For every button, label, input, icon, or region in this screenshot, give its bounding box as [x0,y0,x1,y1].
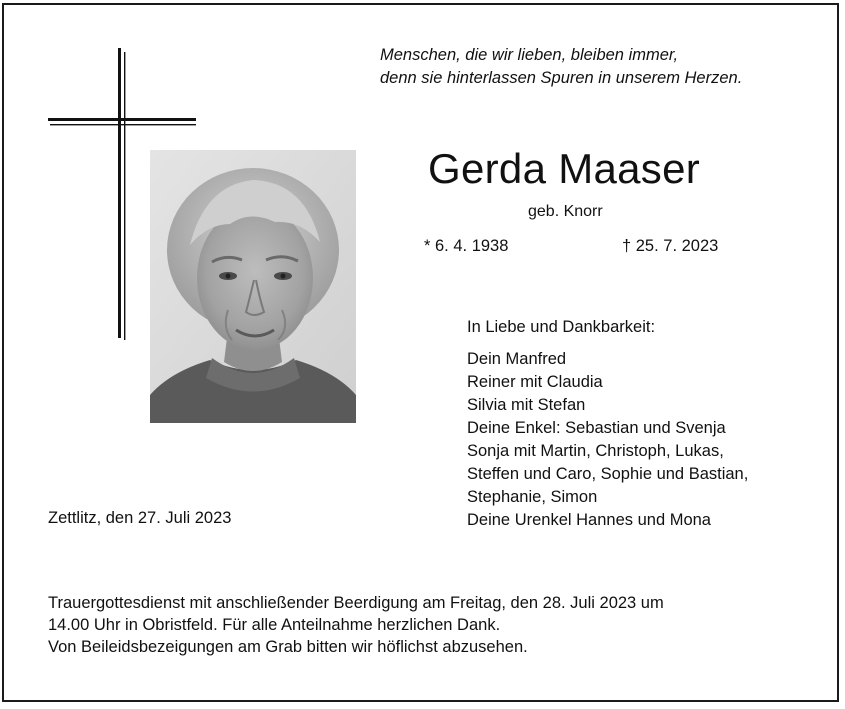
birth-date: * 6. 4. 1938 [424,237,509,255]
list-item: Silvia mit Stefan [467,396,586,414]
deceased-name: Gerda Maaser [428,145,701,192]
list-item: Deine Urenkel Hannes und Mona [467,511,711,529]
memorial-quote [380,44,742,90]
maiden-name: geb. Knorr [528,203,603,220]
quote-line: denn sie hinterlassen Spuren in unserem Herzen. [380,69,743,87]
place-date: Zettlitz, den 27. Juli 2023 [48,509,232,527]
notice-line: Trauergottesdienst mit anschließender Beerdigung am Freitag, den 28. Juli 2023 um [48,594,664,612]
funeral-notice [48,592,664,658]
list-item: Deine Enkel: Sebastian und Svenja [467,419,726,437]
list-item: Sonja mit Martin, Christoph, Lukas, [467,442,724,460]
list-item: Dein Manfred [467,350,567,368]
thanks-heading: In Liebe und Dankbarkeit: [467,318,656,336]
death-date: † 25. 7. 2023 [622,237,719,255]
notice-line: Von Beileidsbezeigungen am Grab bitten wir höflichst abzusehen. [48,638,528,656]
quote-line: Menschen, die wir lieben, bleiben immer, [380,46,679,64]
list-item: Reiner mit Claudia [467,373,603,391]
portrait-photo [150,150,356,423]
notice-line: 14.00 Uhr in Obristfeld. Für alle Anteilnahme herzlichen Dank. [48,616,501,634]
mourners-list [467,348,748,532]
list-item: Steffen und Caro, Sophie und Bastian, [467,465,749,483]
list-item: Stephanie, Simon [467,488,598,506]
